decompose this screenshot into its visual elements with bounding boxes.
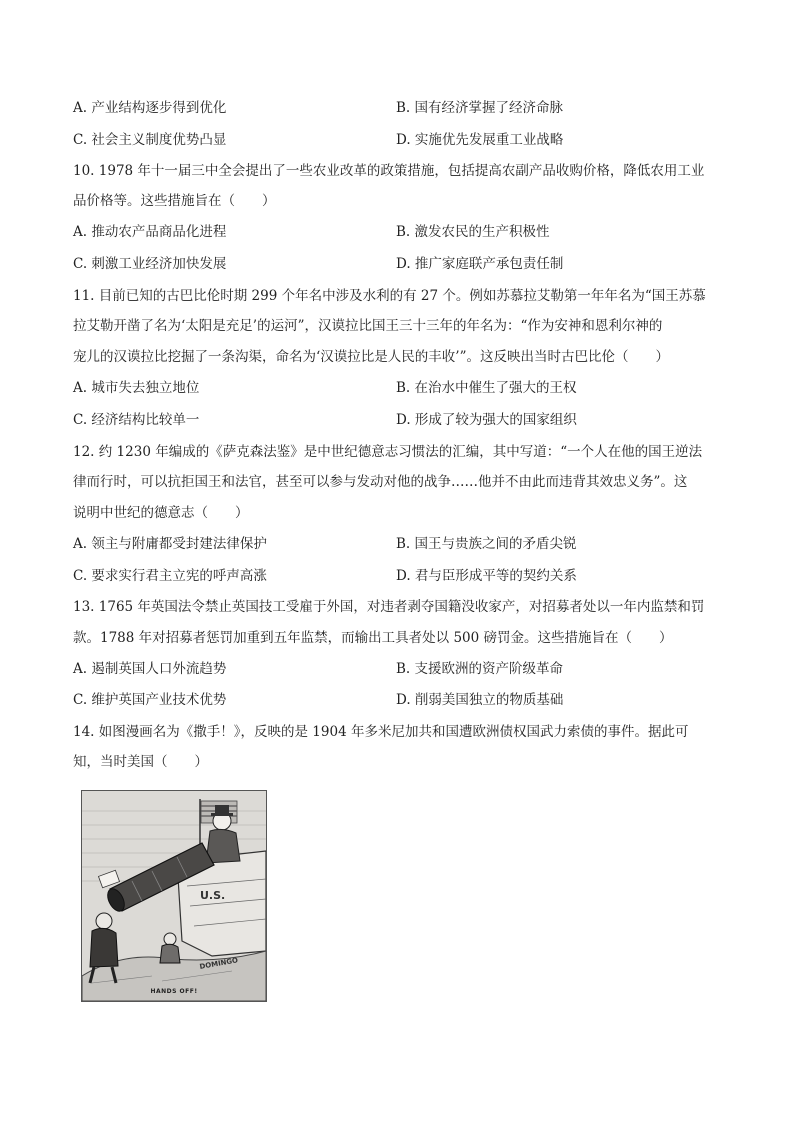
svg-text:DOMINGO: DOMINGO — [198, 956, 239, 971]
q12-stem-line-1: 12. 约 1230 年编成的《萨克森法鉴》是中世纪德意志习惯法的汇编，其中写道：“一个人在他的国王逆法 — [73, 444, 703, 460]
q11-stem-line-3: 宠儿的汉谟拉比挖掘了一条沟渠，命名为‘汉谟拉比是人民的丰收’”。这反映出当时古巴比伦（ ） — [73, 349, 669, 365]
q9-option-c[interactable]: C. 社会主义制度优势凸显 — [73, 132, 227, 148]
hands-off-cartoon — [81, 790, 267, 1002]
q12-option-d[interactable]: D. 君与臣形成平等的契约关系 — [396, 568, 577, 584]
q12-stem-line-3: 说明中世纪的德意志（ ） — [73, 505, 249, 521]
svg-text:U.S.: U.S. — [200, 889, 226, 902]
q10-option-b[interactable]: B. 激发农民的生产积极性 — [396, 224, 550, 240]
q12-option-a[interactable]: A. 领主与附庸都受封建法律保护 — [73, 536, 267, 552]
q10-stem-line-2: 品价格等。这些措施旨在（ ） — [73, 193, 276, 209]
q10-option-a[interactable]: A. 推动农产品商品化进程 — [73, 224, 227, 240]
q13-option-b[interactable]: B. 支援欧洲的资产阶级革命 — [396, 661, 564, 677]
q11-option-c[interactable]: C. 经济结构比较单一 — [73, 412, 200, 428]
q10-stem-line-1: 10. 1978 年十一届三中全会提出了一些农业改革的政策措施，包括提高农副产品收购价格，降低农用工业 — [73, 163, 705, 179]
cartoon-caption: HANDS OFF! — [150, 988, 198, 995]
q13-stem-line-1: 13. 1765 年英国法令禁止英国技工受雇于外国，对违者剥夺国籍没收家产，对招募者处以一年内监禁和罚 — [73, 599, 705, 615]
q10-option-d[interactable]: D. 推广家庭联产承包责任制 — [396, 256, 564, 272]
q14-stem-line-2: 知，当时美国（ ） — [73, 754, 208, 770]
q13-option-c[interactable]: C. 维护英国产业技术优势 — [73, 692, 227, 708]
q11-option-a[interactable]: A. 城市失去独立地位 — [73, 380, 200, 396]
q11-option-d[interactable]: D. 形成了较为强大的国家组织 — [396, 412, 577, 428]
q11-option-b[interactable]: B. 在治水中催生了强大的王权 — [396, 380, 577, 396]
q12-option-b[interactable]: B. 国王与贵族之间的矛盾尖锐 — [396, 536, 577, 552]
q12-option-c[interactable]: C. 要求实行君主立宪的呼声高涨 — [73, 568, 267, 584]
q13-stem-line-2: 款。1788 年对招募者惩罚加重到五年监禁，而输出工具者处以 500 磅罚金。这些措施旨在（ ） — [73, 630, 673, 646]
q9-option-b[interactable]: B. 国有经济掌握了经济命脉 — [396, 100, 564, 116]
q9-option-a[interactable]: A. 产业结构逐步得到优化 — [73, 100, 227, 116]
q12-stem-line-2: 律而行时，可以抗拒国王和法官，甚至可以参与发动对他的战争……他并不由此而违背其效忠义务”。这 — [73, 474, 688, 490]
cartoon-drawing — [82, 791, 266, 1001]
q10-option-c[interactable]: C. 刺激工业经济加快发展 — [73, 256, 227, 272]
q9-option-d[interactable]: D. 实施优先发展重工业战略 — [396, 132, 564, 148]
q11-stem-line-2: 拉艾勒开凿了名为‘太阳是充足’的运河”，汉谟拉比国王三十三年的年名为：“作为安神和恩利尔神的 — [73, 318, 663, 334]
q11-stem-line-1: 11. 目前已知的古巴比伦时期 299 个年名中涉及水利的有 27 个。例如苏慕拉艾勒第一年年名为“国王苏慕 — [73, 288, 706, 304]
q13-option-d[interactable]: D. 削弱美国独立的物质基础 — [396, 692, 564, 708]
q14-stem-line-1: 14. 如图漫画名为《撒手！》，反映的是 1904 年多米尼加共和国遭欧洲债权国武力索债的事件。据此可 — [73, 724, 689, 740]
q13-option-a[interactable]: A. 遏制英国人口外流趋势 — [73, 661, 227, 677]
